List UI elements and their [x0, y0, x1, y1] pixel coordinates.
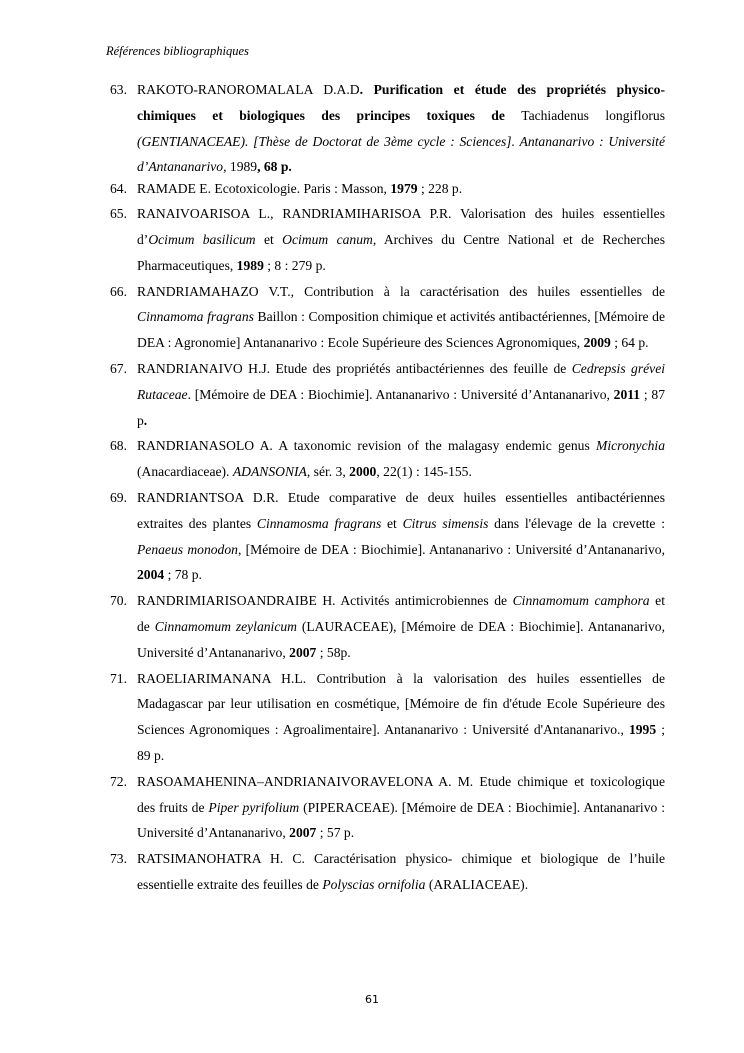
reference-item: 73. RATSIMANOHATRA H. C. Caractérisation physico- chimique et biologique de l’huile essentielle extraite des feuilles de Polyscias ornifolia (ARALIACEAE).	[110, 846, 665, 898]
reference-item: 64. RAMADE E. Ecotoxicologie. Paris : Masson, 1979 ; 228 p.	[110, 181, 463, 197]
reference-item: 69. RANDRIANTSOA D.R. Etude comparative de deux huiles essentielles antibactériennes extraites des plantes Cinnamosma fragrans et Citrus simensis dans l'élevage de la crevette : Penaeus monodon, [Mémoire de DEA : Biochimie]. Antananarivo : Université d’Antananarivo, 2004 ; 78 p.	[110, 485, 665, 588]
reference-item: 66. RANDRIAMAHAZO V.T., Contribution à la caractérisation des huiles essentielles de Cinnamoma fragrans Baillon : Composition chimique et activités antibactériennes, [Mémoire de DEA : Agronomie] Antananarivo : Ecole Supérieure des Sciences Agronomiques, 2009 ; 64 p.	[110, 279, 665, 356]
reference-item: 70. RANDRIMIARISOANDRAIBE H. Activités antimicrobiennes de Cinnamomum camphora et de Cinnamomum zeylanicum (LAURACEAE), [Mémoire de DEA : Biochimie]. Antananarivo, Université d’Antananarivo, 2007 ; 58p.	[110, 588, 665, 665]
reference-number: 63.	[110, 82, 127, 97]
reference-number: 64.	[110, 181, 127, 197]
reference-number: 66.	[110, 283, 127, 299]
running-header: Références bibliographiques	[106, 44, 249, 58]
reference-item: 63. RAKOTO-RANOROMALALA D.A.D. Purification et étude des propriétés physico-chimiques et biologiques des principes toxiques de Tachiadenus longiflorus (GENTIANACEAE). [Thèse de Doctorat de 3ème cycle : Sciences]. Antananarivo : Université d’Antananarivo, 1989, 68 p.	[110, 77, 665, 180]
reference-item: 68. RANDRIANASOLO A. A taxonomic revision of the malagasy endemic genus Micronychia (Anacardiaceae). ADANSONIA, sér. 3, 2000, 22(1) : 145-155.	[110, 433, 665, 485]
reference-number: 72.	[110, 773, 127, 789]
reference-number: 70.	[110, 593, 127, 609]
reference-number: 67.	[110, 360, 127, 376]
reference-number: 69.	[110, 489, 127, 505]
reference-item: 71. RAOELIARIMANANA H.L. Contribution à la valorisation des huiles essentielles de Madagascar par leur utilisation en cosmétique, [Mémoire de fin d'étude Ecole Supérieure des Sciences Agronomiques : Agroalimentaire]. Antananarivo : Université d'Antananarivo., 1995 ; 89 p.	[110, 666, 665, 769]
reference-item: 72. RASOAMAHENINA–ANDRIANAIVORAVELONA A. M. Etude chimique et toxicologique des fruits de Piper pyrifolium (PIPERACEAE). [Mémoire de DEA : Biochimie]. Antananarivo : Université d’Antananarivo, 2007 ; 57 p.	[110, 769, 665, 846]
reference-item: 67. RANDRIANAIVO H.J. Etude des propriétés antibactériennes des feuille de Cedrepsis grévei Rutaceae. [Mémoire de DEA : Biochimie]. Antananarivo : Université d’Antananarivo, 2011 ; 87 p.	[110, 356, 665, 433]
reference-number: 68.	[110, 438, 127, 454]
page-number: 61	[365, 993, 379, 1006]
reference-number: 71.	[110, 670, 127, 686]
reference-number: 73.	[110, 851, 127, 867]
reference-number: 65.	[110, 206, 127, 222]
reference-item: 65. RANAIVOARISOA L., RANDRIAMIHARISOA P.R. Valorisation des huiles essentielles d’Ocimum basilicum et Ocimum canum, Archives du Centre National et de Recherches Pharmaceutiques, 1989 ; 8 : 279 p.	[110, 201, 665, 278]
reference-list	[110, 77, 665, 898]
